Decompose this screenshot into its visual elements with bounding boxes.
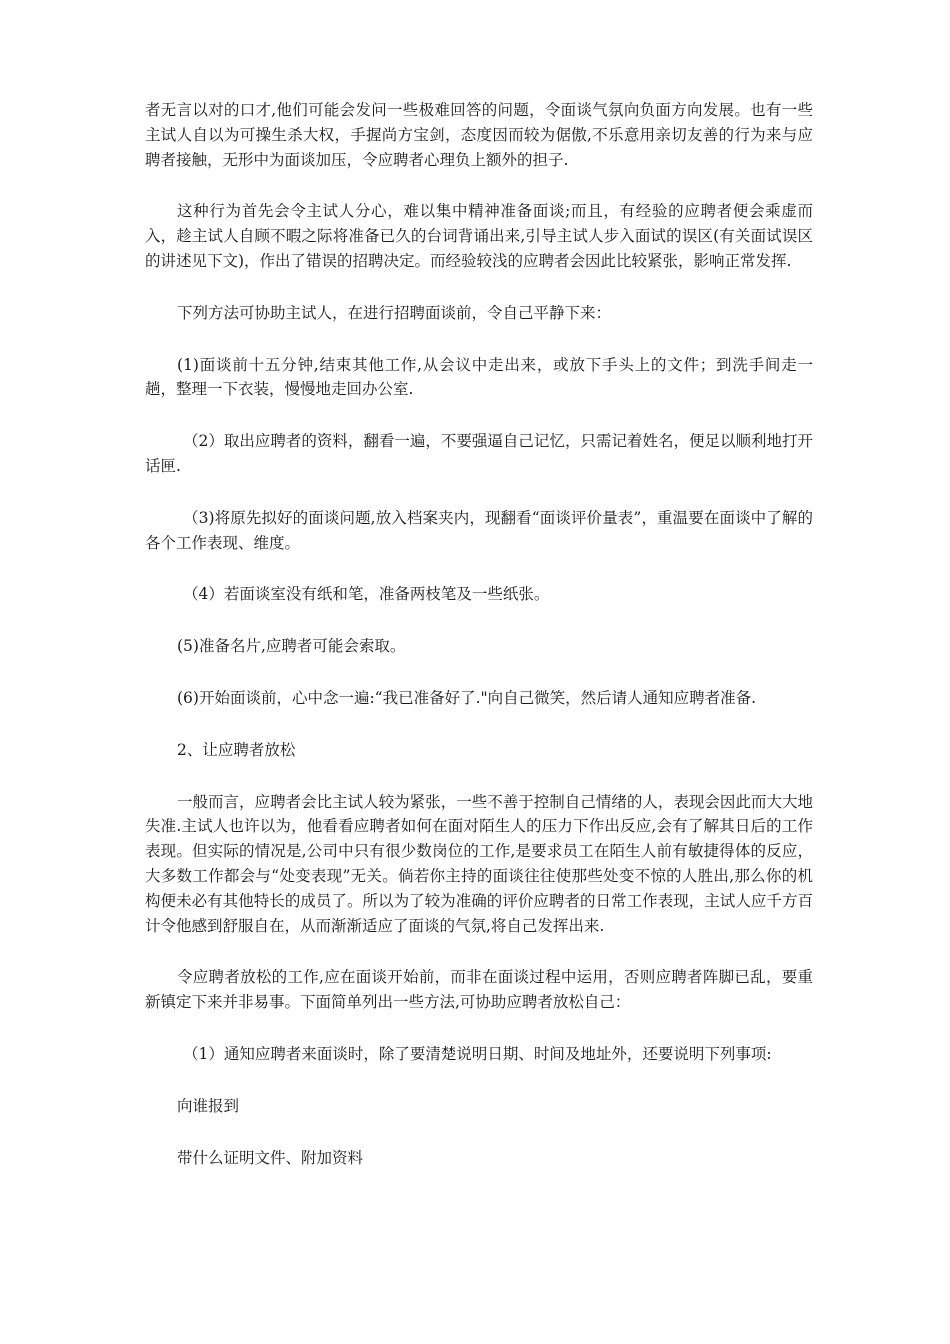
- paragraph-5: 令应聘者放松的工作,应在面谈开始前，而非在面谈过程中运用，否则应聘者阵脚已乱，要重新镇定下来并非易事。下面简单列出一些方法,可协助应聘者放松自己：: [145, 968, 813, 1012]
- list-item-3: （3)将原先拟好的面谈问题,放入档案夹内，现翻看“面谈评价量表”，重温要在面谈中了解的各个工作表现、维度。: [145, 508, 813, 552]
- document-body: [145, 98, 813, 1197]
- list-item-6: (6)开始面谈前，心中念一遍:“我已准备好了."向自己微笑，然后请人通知应聘者准备.: [177, 688, 757, 707]
- paragraph-2: 这种行为首先会令主试人分心，难以集中精神准备面谈;而且，有经验的应聘者便会乘虚而入，趁主试人自顾不暇之际将准备已久的台词背诵出来,引导主试人步入面试的误区(有关面试误区的讲述见下文)，作出了错误的招聘决定。而经验较浅的应聘者会因此比较紧张，影响正常发挥.: [145, 202, 813, 270]
- sub-item-1: 向谁报到: [177, 1096, 240, 1115]
- list-item-1: (1)面谈前十五分钟,结束其他工作,从会议中走出来，或放下手头上的文件；到洗手间走一趟，整理一下衣装，慢慢地走回办公室.: [145, 355, 813, 399]
- paragraph-3: 下列方法可协助主试人，在进行招聘面谈前，令自己平静下来：: [177, 303, 612, 322]
- sub-item-2: 带什么证明文件、附加资料: [177, 1148, 364, 1167]
- list-item-5: (5)准备名片,应聘者可能会索取。: [177, 637, 406, 656]
- paragraph-4: 一般而言，应聘者会比主试人较为紧张，一些不善于控制自己情绪的人，表现会因此而大大地失准.主试人也许以为，他看看应聘者如何在面对陌生人的压力下作出反应,会有了解其日后的工作表现。但实际的情况是,公司中只有很少数岗位的工作,是要求员工在陌生人前有敏捷得体的反应，大多数工作都会与“处变表现”无关。倘若你主持的面谈往往使那些处变不惊的人胜出,那么你的机构便未必有其他特长的成员了。所以为了较为准确的评价应聘者的日常工作表现，主试人应千方百计令他感到舒服自在，从而渐渐适应了面谈的气氛,将自己发挥出来.: [145, 792, 813, 935]
- list-item-7: （1）通知应聘者来面谈时，除了要清楚说明日期、时间及地址外，还要说明下列事项:: [183, 1044, 772, 1063]
- list-item-2: （2）取出应聘者的资料，翻看一遍，不要强逼自己记忆，只需记着姓名，便足以顺利地打开话匣.: [145, 432, 813, 475]
- section-heading: 2、让应聘者放松: [177, 740, 296, 759]
- list-item-4: （4）若面谈室没有纸和笔，准备两枝笔及一些纸张。: [183, 585, 550, 604]
- paragraph-1: 者无言以对的口才,他们可能会发问一些极难回答的问题，令面谈气氛向负面方向发展。也有一些主试人自以为可操生杀大权，手握尚方宝剑，态度因而较为倨傲,不乐意用亲切友善的行为来与应聘者接触，无形中为面谈加压，令应聘者心理负上额外的担子.: [145, 101, 813, 169]
